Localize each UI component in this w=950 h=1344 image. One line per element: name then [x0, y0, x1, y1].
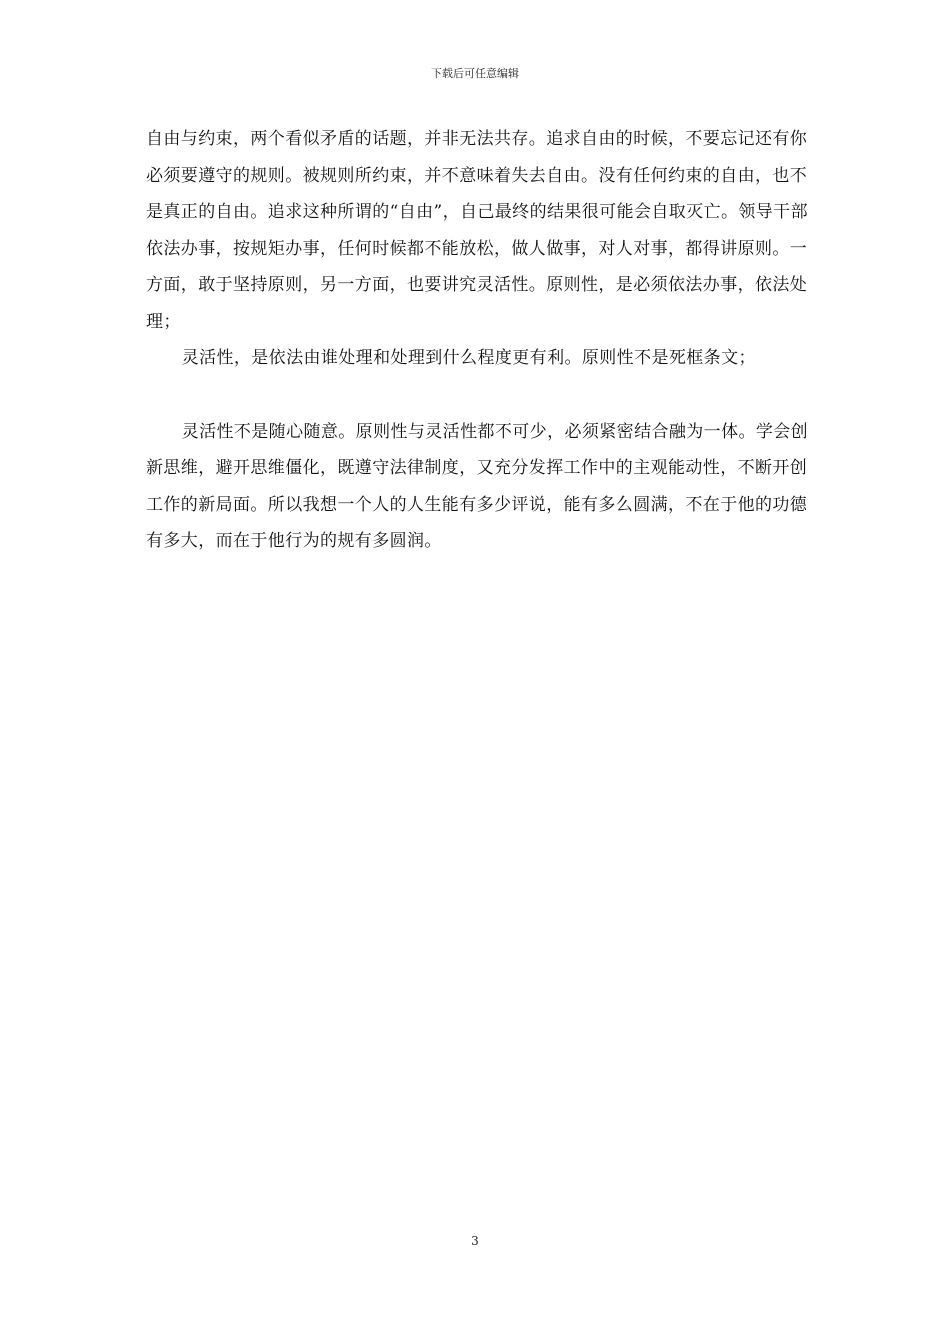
paragraph-2: 灵活性，是依法由谁处理和处理到什么程度更有利。原则性不是死框条文；	[181, 348, 756, 368]
paragraph-1: 自由与约束，两个看似矛盾的话题，并非无法共存。追求自由的时候，不要忘记还有你必须要遵守的规则。被规则所约束，并不意味着失去自由。没有任何约束的自由，也不是真正的自由。追求这种所谓的“自由”，自己最终的结果很可能会自取灭亡。领导干部依法办事，按规矩办事，任何时候都不能放松，做人做事，对人对事，都得讲原则。一方面，敢于坚持原则，另一方面，也要讲究灵活性。原则性，是必须依法办事，依法处理；	[146, 129, 808, 332]
paragraph-3: 灵活性不是随心随意。原则性与灵活性都不可少，必须紧密结合融为一体。学会创新思维，避开思维僵化，既遵守法律制度，又充分发挥工作中的主观能动性，不断开创工作的新局面。所以我想一个人的人生能有多少评说，能有多么圆满，不在于他的功德有多大，而在于他行为的规有多圆润。	[146, 421, 809, 551]
page-header: 下载后可任意编辑	[431, 67, 519, 80]
document-body	[146, 121, 810, 560]
paragraph-gap	[146, 377, 810, 414]
page-number: 3	[471, 1234, 479, 1248]
